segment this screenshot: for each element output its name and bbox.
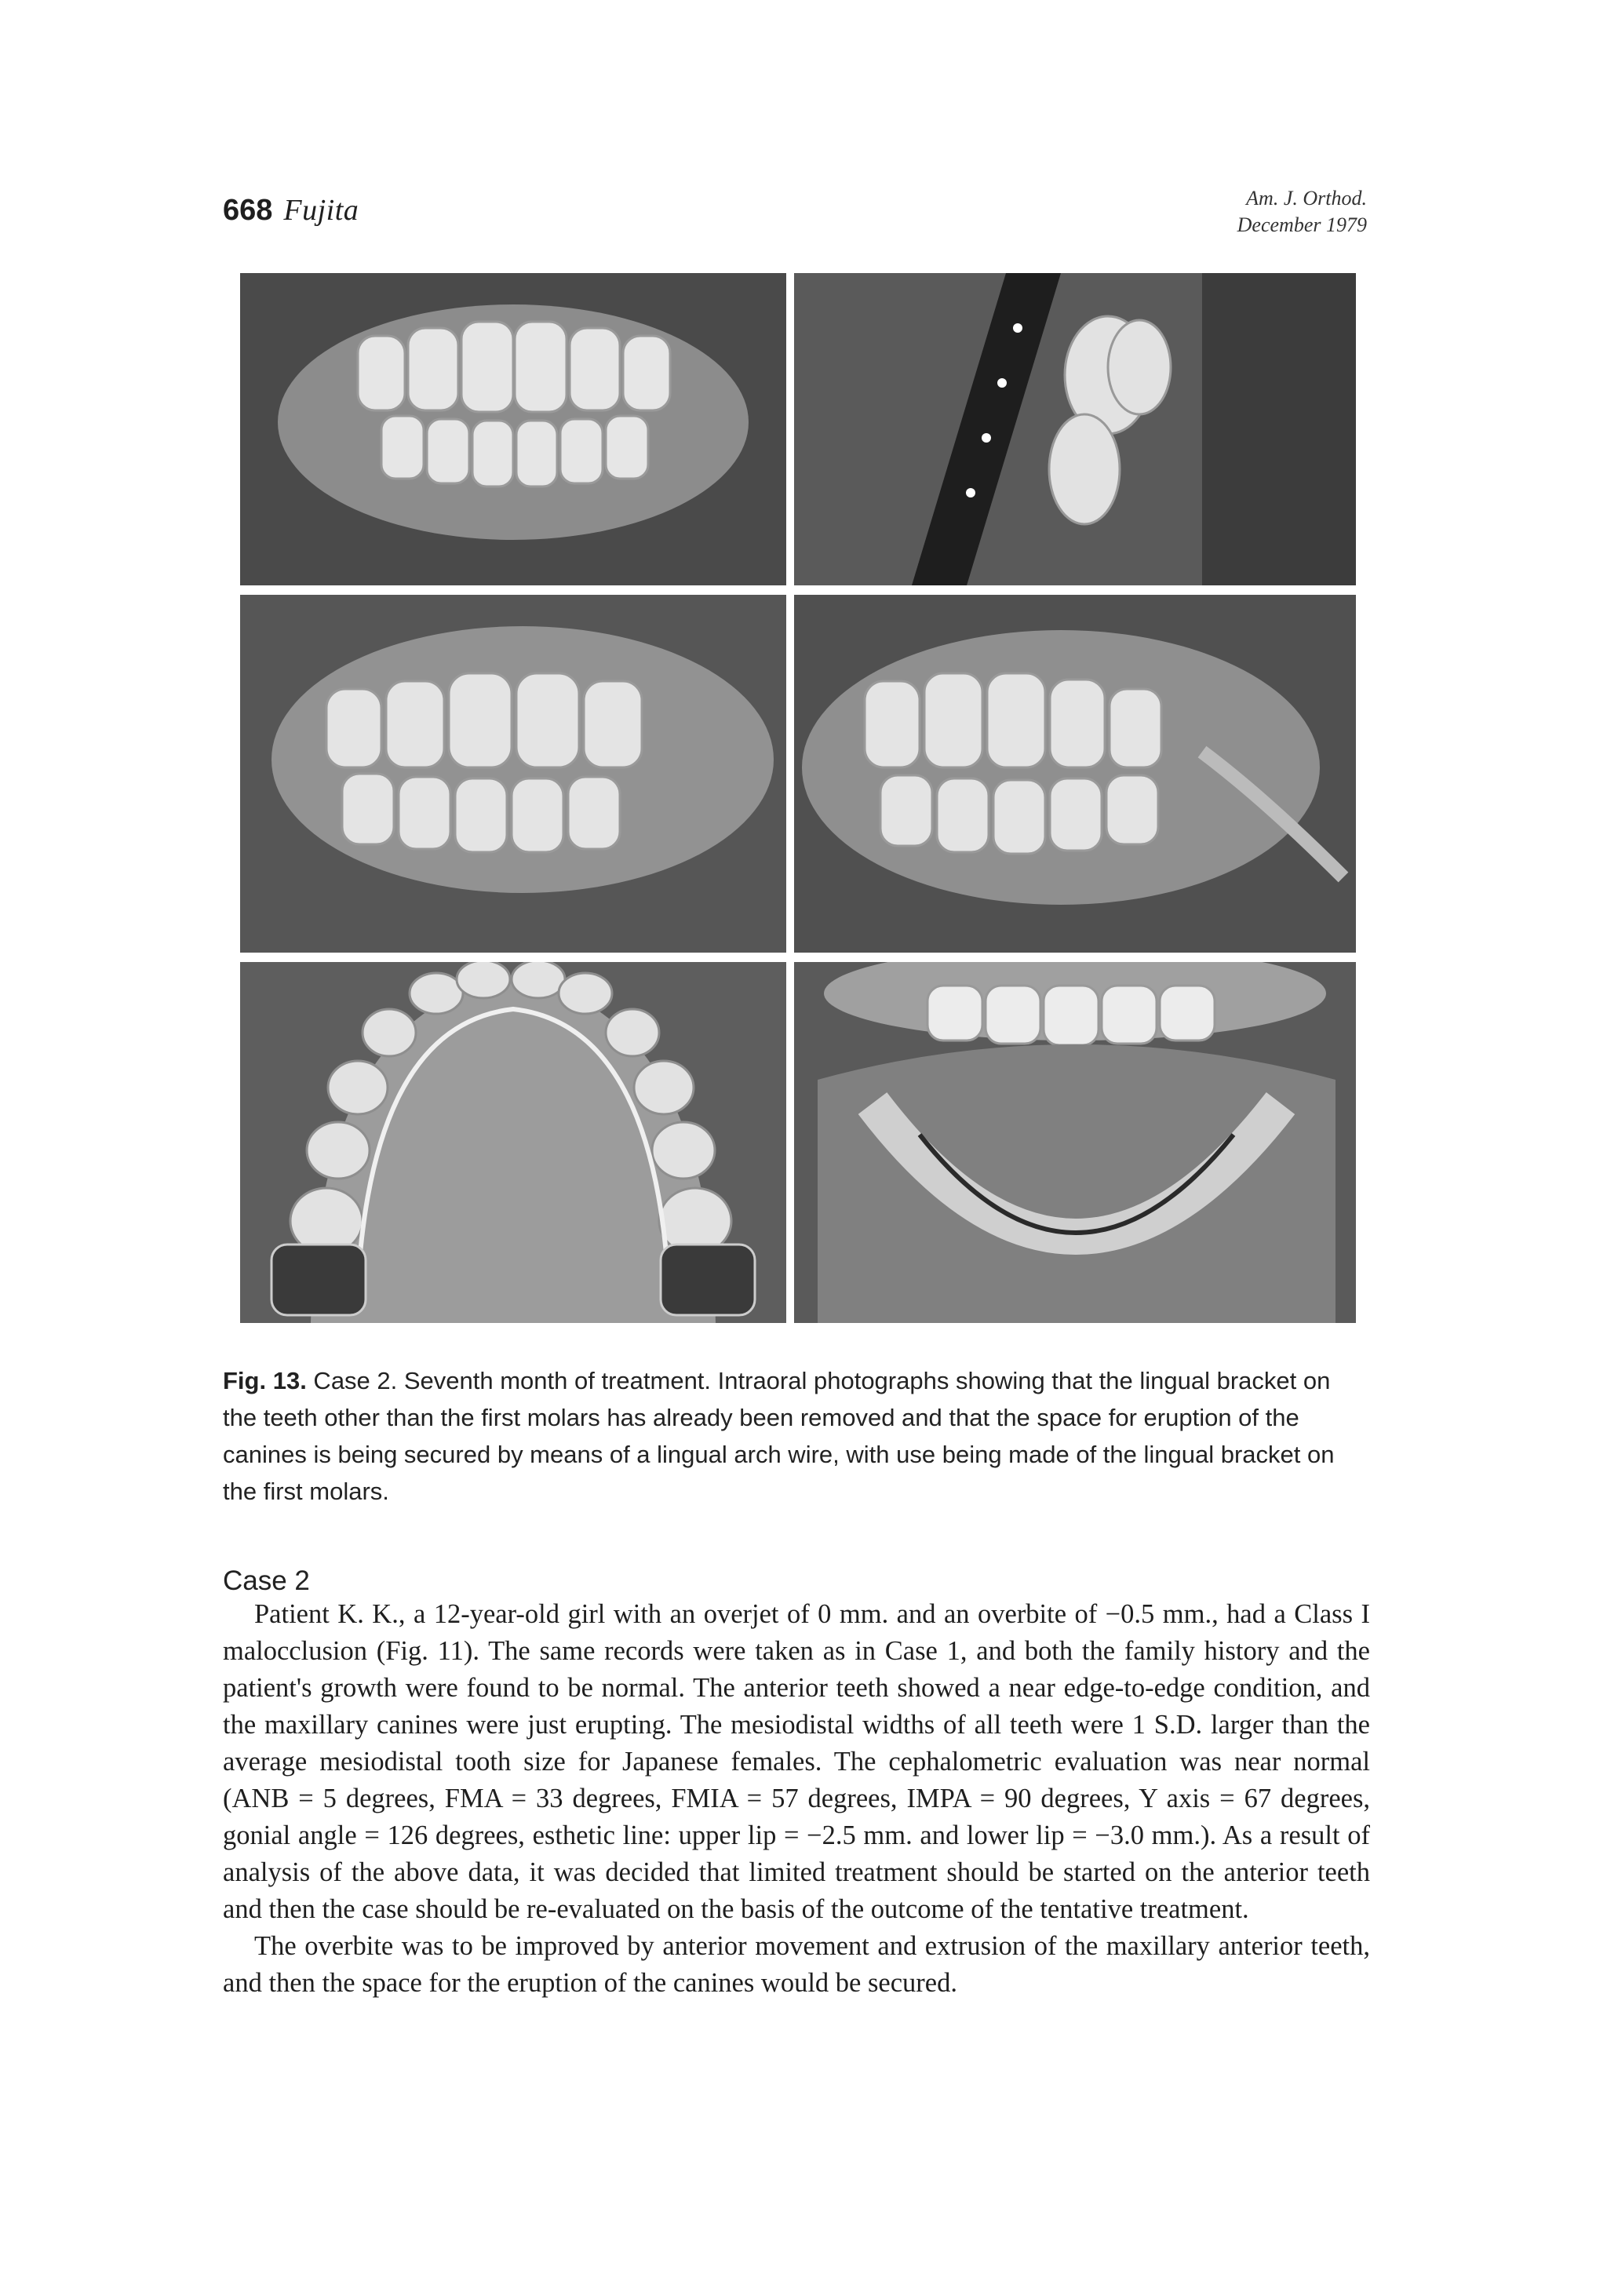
author-name: Fujita bbox=[283, 194, 359, 227]
running-header-right bbox=[1237, 185, 1367, 239]
figure-13-photo-grid bbox=[240, 273, 1356, 1323]
page-number: 668 bbox=[223, 194, 273, 227]
issue-date: December 1979 bbox=[1237, 213, 1367, 236]
photo-right-buccal bbox=[240, 595, 786, 953]
figure-caption-text: Case 2. Seventh month of treatment. Intraoral photographs showing that the lingual bracket on the teeth other than the first molars has already been removed and that the space for eruption of the canines is being secured by means of a lingual arch wire, with use being made of the lingual bracket on the first molars. bbox=[223, 1367, 1335, 1505]
photo-frontal-occlusion bbox=[240, 273, 786, 585]
section-heading: Case 2 bbox=[223, 1565, 310, 1597]
body-paragraph: The overbite was to be improved by anterior movement and extrusion of the maxillary anterior teeth, and then the space for the eruption of the canines would be secured. bbox=[223, 1931, 1370, 1998]
figure-label: Fig. 13. bbox=[223, 1367, 307, 1394]
photo-lateral-profile-ruler bbox=[794, 273, 1356, 585]
body-text bbox=[223, 1596, 1370, 2002]
running-header-left bbox=[223, 193, 359, 228]
body-paragraph: Patient K. K., a 12-year-old girl with an overjet of 0 mm. and an overbite of −0.5 mm., had a Class I malocclusion (Fig. 11). The same records were taken as in Case 1, and both the family history and the patient's growth were found to be normal. The anterior teeth showed a near edge-to-edge condition, and the maxillary canines were just erupting. The mesiodistal widths of all teeth were 1 S.D. larger than the average mesiodistal tooth size for Japanese females. The cephalometric evaluation was near normal (ANB = 5 degrees, FMA = 33 degrees, FMIA = 57 degrees, IMPA = 90 degrees, Y axis = 67 degrees, gonial angle = 126 degrees, esthetic line: upper lip = −2.5 mm. and lower lip = −3.0 mm.). As a result of analysis of the above data, it was decided that limited treatment should be started on the anterior teeth and then the case should be re-evaluated on the basis of the outcome of the tentative treatment. bbox=[223, 1599, 1370, 1924]
photo-maxillary-occlusal-lingual-arch bbox=[240, 962, 786, 1323]
photo-mandibular-occlusal bbox=[794, 962, 1356, 1323]
journal-name: Am. J. Orthod. bbox=[1246, 187, 1367, 210]
photo-left-buccal bbox=[794, 595, 1356, 953]
figure-caption bbox=[223, 1362, 1370, 1510]
